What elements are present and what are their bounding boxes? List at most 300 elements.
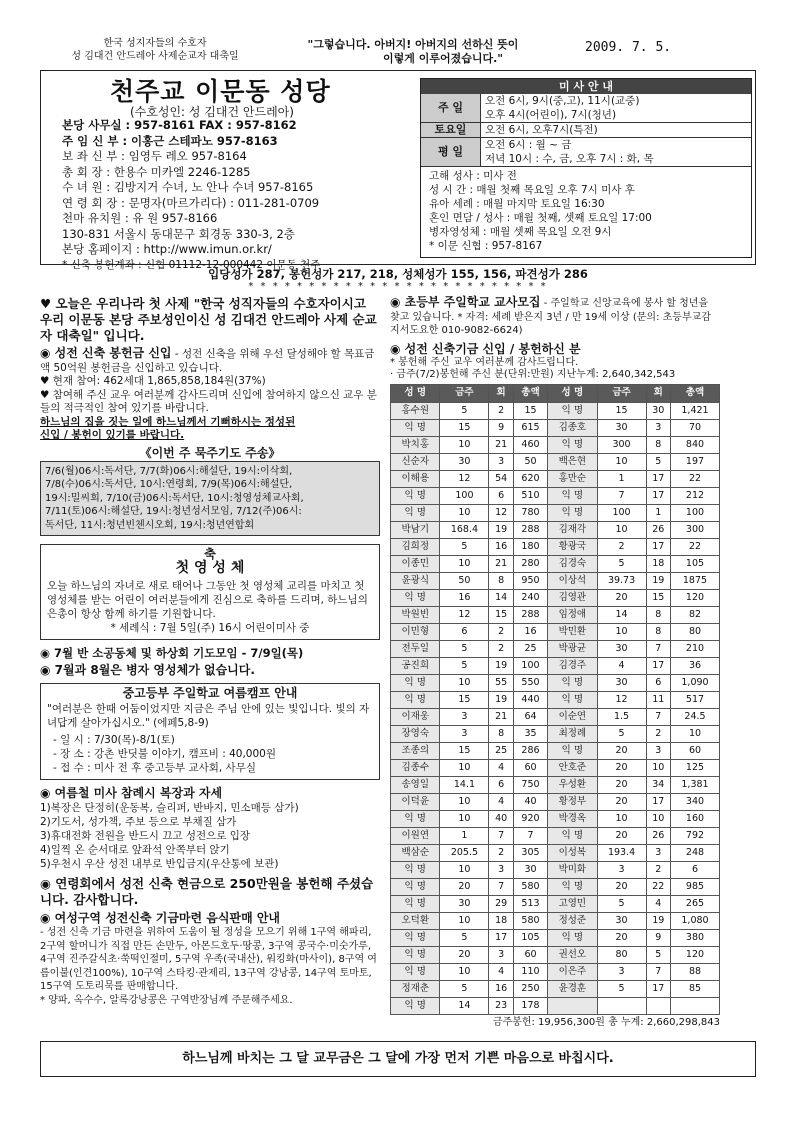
- donor-value: 23: [489, 997, 513, 1014]
- donor-name: 익 명: [391, 487, 440, 504]
- donor-value: 12: [489, 504, 513, 521]
- fund-current: ♥ 현재 참여: 462세대 1,865,858,184원(37%): [40, 375, 266, 387]
- donor-value: 780: [513, 504, 547, 521]
- donor-value: 3: [646, 419, 670, 436]
- donor-value: 10: [670, 725, 719, 742]
- donor-name: 임정애: [548, 606, 597, 623]
- donor-value: 1,421: [670, 402, 719, 419]
- donor-value: 580: [513, 912, 547, 929]
- donor-value: 9: [646, 929, 670, 946]
- donor-value: 14: [440, 997, 489, 1014]
- donor-value: [646, 997, 670, 1014]
- donor-value: 11: [646, 691, 670, 708]
- donor-value: 840: [670, 436, 719, 453]
- donor-name: 송영일: [391, 776, 440, 793]
- donor-value: 265: [670, 895, 719, 912]
- mass-time-line: 오전 6시, 9시(중,고), 11시(교중): [485, 95, 640, 107]
- donor-value: 2: [489, 623, 513, 640]
- donor-value: 168.4: [440, 521, 489, 538]
- donor-name: 김희정: [391, 538, 440, 555]
- donor-name: 이민형: [391, 623, 440, 640]
- donor-value: 70: [670, 419, 719, 436]
- mass-box: [420, 78, 752, 258]
- donor-value: 30: [440, 453, 489, 470]
- mass-times: [481, 123, 751, 137]
- donor-value: 288: [513, 606, 547, 623]
- donor-name: 익 명: [391, 895, 440, 912]
- donor-value: 10: [597, 810, 646, 827]
- donor-value: 6: [489, 776, 513, 793]
- donor-value: 8: [646, 623, 670, 640]
- donor-name: 홍만순: [548, 470, 597, 487]
- donor-name: 이재웅: [391, 708, 440, 725]
- donor-value: 5: [440, 538, 489, 555]
- donor-value: 8: [646, 436, 670, 453]
- donor-value: 305: [513, 844, 547, 861]
- donor-name: 박민환: [548, 623, 597, 640]
- sale-body: - 성전 신축 기금 마련을 위하여 도움이 될 정성을 모으기 위해 1구역 해파리, 2구역 할머니가 직접 만든 손만두, 아몬드호두·땅콩, 3구역 콩국수·미숫가루, 4구역 진주갈식초·쑥떡인절미, 5구역 우족(국내산), 워킹화(마사이), 8구역 여름이불(인견100%), 10구역 스타킹·관제리, 13구역 강낭콩, 14구역 토마토, 15구역 도토리묵를 판매합니다.: [40, 927, 377, 993]
- donor-value: 7: [646, 640, 670, 657]
- donor-name: 이종민: [391, 555, 440, 572]
- dress-item: 2)기도서, 성가책, 주보 등으로 부채질 삼가: [40, 816, 237, 829]
- table-row: [391, 419, 720, 436]
- table-row: [391, 725, 720, 742]
- camp-box: [40, 683, 380, 780]
- donor-value: 20: [597, 589, 646, 606]
- donor-name: 익 명: [548, 402, 597, 419]
- donor-value: 440: [513, 691, 547, 708]
- fund-list-title: ◉ 성전 신축기금 신입 / 봉헌하신 분: [390, 341, 581, 356]
- donor-value: 7: [489, 878, 513, 895]
- donor-value: 288: [513, 521, 547, 538]
- donor-value: 615: [513, 419, 547, 436]
- donor-name: 익 명: [391, 419, 440, 436]
- parish-subtitle: (수호성인: 성 김대건 안드레아): [130, 105, 294, 119]
- table-row: [391, 793, 720, 810]
- congrats-label: 축: [204, 547, 216, 561]
- donor-value: 40: [489, 810, 513, 827]
- donor-column-header: 금주: [440, 384, 489, 402]
- donor-value: 340: [670, 793, 719, 810]
- donor-name: 익 명: [391, 878, 440, 895]
- donor-name: 백삼순: [391, 844, 440, 861]
- donor-value: 160: [670, 810, 719, 827]
- donor-value: 10: [597, 623, 646, 640]
- donor-value: 1: [597, 470, 646, 487]
- donor-value: 18: [489, 912, 513, 929]
- donor-value: 7: [646, 963, 670, 980]
- donor-value: 510: [513, 487, 547, 504]
- donor-value: 10: [440, 555, 489, 572]
- donor-name: 박남기: [391, 521, 440, 538]
- donor-value: 2: [597, 538, 646, 555]
- donor-value: 5: [597, 555, 646, 572]
- info-line: 130-831 서울시 동대문구 회경동 330-3, 2층: [62, 226, 295, 241]
- mass-day: 평 일: [421, 138, 481, 166]
- donor-value: 750: [513, 776, 547, 793]
- donor-value: 2: [646, 725, 670, 742]
- table-row: [391, 929, 720, 946]
- mass-times: [481, 94, 751, 122]
- donor-value: 205.5: [440, 844, 489, 861]
- donor-value: 60: [513, 946, 547, 963]
- table-row: [391, 623, 720, 640]
- donor-value: 5: [646, 946, 670, 963]
- donor-column-header: 총액: [670, 384, 719, 402]
- donor-value: 30: [597, 674, 646, 691]
- fund-emphasis: 신입 / 봉헌이 있기를 바랍니다.: [40, 429, 185, 441]
- donor-value: 12: [597, 691, 646, 708]
- dress-item: 1)복장은 단정히(운동복, 슬리퍼, 반바지, 민소매등 삼가): [40, 802, 299, 815]
- info-line: 본당 홈페이지 : http://www.imun.or.kr/: [62, 242, 272, 256]
- donor-value: 17: [646, 980, 670, 997]
- donor-value: 460: [513, 436, 547, 453]
- table-row: [391, 589, 720, 606]
- donor-name: 황광국: [548, 538, 597, 555]
- donor-value: 5: [646, 453, 670, 470]
- table-row: [391, 504, 720, 521]
- donor-value: 10: [440, 810, 489, 827]
- donor-value: 10: [440, 963, 489, 980]
- congrats-note: * 세례식 : 7월 5일(주) 16시 어린이미사 중: [110, 622, 310, 634]
- donor-value: 10: [440, 793, 489, 810]
- table-row: [391, 946, 720, 963]
- donor-name: 이원연: [391, 827, 440, 844]
- donor-name: 백은현: [548, 453, 597, 470]
- fund-emphasis: 하느님의 집을 짓는 일에 하느님께서 기뻐하시는 정성된: [40, 415, 296, 428]
- donor-value: 1: [646, 504, 670, 521]
- donor-name: 익 명: [391, 691, 440, 708]
- donor-value: 15: [440, 419, 489, 436]
- donor-name: 박광균: [548, 640, 597, 657]
- donor-column-header: 성 명: [548, 384, 597, 402]
- donor-value: 197: [670, 453, 719, 470]
- donor-value: 60: [513, 759, 547, 776]
- donor-name: 김재각: [548, 521, 597, 538]
- donor-value: 5: [597, 895, 646, 912]
- dress-item: 4)일찍 온 순서대로 앞좌석 안쪽부터 앉기: [40, 844, 230, 857]
- donor-value: 120: [670, 946, 719, 963]
- issue-date: 2009. 7. 5.: [585, 40, 672, 55]
- donor-name: 황정부: [548, 793, 597, 810]
- donor-value: 3: [489, 861, 513, 878]
- dress-title: ◉ 여름철 미사 참례시 복장과 자세: [40, 786, 223, 801]
- donor-value: 286: [513, 742, 547, 759]
- donor-name: 정재춘: [391, 980, 440, 997]
- congrats-body: 오늘 하느님의 자녀로 새로 태어나 그동안 첫 영성체 교리를 마치고 첫 영성체를 받는 어린이 여러분들에게 진심으로 축하를 드리며, 하느님의 은총이 항상 함께 하기를 기원합니다.: [47, 580, 368, 620]
- info-line: 수 녀 원 : 김방지거 수녀, 노 안나 수녀 957-8165: [62, 180, 314, 194]
- table-row: [391, 878, 720, 895]
- donor-name: 이성복: [548, 844, 597, 861]
- fund-notice: [40, 347, 380, 443]
- donor-value: 1875: [670, 572, 719, 589]
- info-line: 주 임 신 부 : 이홍근 스테파노 957-8163: [62, 133, 278, 148]
- donor-value: 985: [670, 878, 719, 895]
- fund-note: ♥ 참여해 주신 교우 여러분께 감사드리며 신입에 참여하지 않으신 교우 분들의 적극적인 참여 있기를 바랍니다.: [40, 388, 377, 414]
- table-row: [391, 844, 720, 861]
- donor-value: 5: [440, 980, 489, 997]
- donor-value: 25: [489, 742, 513, 759]
- patron-line: 성 김대건 안드레아 사제순교자 대축일: [71, 50, 239, 62]
- table-row: [391, 538, 720, 555]
- donor-value: 4: [489, 793, 513, 810]
- donor-name: 익 명: [548, 436, 597, 453]
- donor-value: 29: [489, 895, 513, 912]
- donor-value: 20: [597, 827, 646, 844]
- donor-name: 조종의: [391, 742, 440, 759]
- donor-value: 5: [440, 929, 489, 946]
- donor-value: 5: [440, 657, 489, 674]
- donor-value: 100: [513, 657, 547, 674]
- donor-value: 7: [489, 827, 513, 844]
- donor-value: 380: [670, 929, 719, 946]
- rosary-line: 독서단, 11시:청년빈첸시오회, 19시:청년연합회: [45, 519, 255, 531]
- camp-line: - 접 수 : 미사 전 후 중고등부 교사회, 사무실: [53, 762, 256, 775]
- feast-notice: ♥ 오늘은 우리나라 첫 사제 "한국 성직자들의 수호자이시고 우리 이문동 본당 주보성인이신 성 김대건 안드레아 사제 순교자 대축일" 입니다.: [40, 296, 377, 343]
- donor-value: 5: [597, 725, 646, 742]
- donor-name: 익 명: [548, 878, 597, 895]
- table-row: [391, 555, 720, 572]
- donor-value: 2: [489, 402, 513, 419]
- donor-name: 익 명: [548, 487, 597, 504]
- donor-name: 김종수: [391, 759, 440, 776]
- donor-value: 40: [513, 793, 547, 810]
- camp-line: - 장 소 : 강촌 반딧불 이야기, 캠프비 : 40,000원: [53, 748, 276, 761]
- mass-title: 미 사 안 내: [421, 79, 751, 94]
- donor-value: 22: [670, 470, 719, 487]
- donor-value: 120: [670, 589, 719, 606]
- donor-value: 80: [670, 623, 719, 640]
- mass-extra-line: 혼인 면담 / 성사 : 매월 첫째, 셋째 토요일 17:00: [429, 212, 652, 224]
- donor-value: 16: [440, 589, 489, 606]
- info-line: 연 령 회 장 : 문명자(마르가리다) : 011-281-0709: [62, 195, 320, 210]
- donor-value: 21: [489, 555, 513, 572]
- donor-value: 6: [440, 623, 489, 640]
- mass-extra-line: 고해 성사 : 미사 전: [429, 170, 517, 182]
- mass-row: [421, 138, 751, 167]
- table-row: [391, 691, 720, 708]
- donor-value: 10: [440, 861, 489, 878]
- donor-name: [548, 997, 597, 1014]
- donor-value: 950: [513, 572, 547, 589]
- donor-value: 193.4: [597, 844, 646, 861]
- donor-value: 50: [440, 572, 489, 589]
- teacher-recruit: [390, 296, 720, 338]
- donor-value: 85: [670, 980, 719, 997]
- donor-value: 3: [440, 725, 489, 742]
- donor-name: 우성환: [548, 776, 597, 793]
- donor-value: 15: [513, 402, 547, 419]
- donor-name: 이덕윤: [391, 793, 440, 810]
- donor-value: 12: [440, 606, 489, 623]
- donor-name: 신순자: [391, 453, 440, 470]
- mass-row: [421, 123, 751, 138]
- donor-value: 19: [646, 912, 670, 929]
- info-line: 본당 사무실 : 957-8161 FAX : 957-8162: [62, 118, 297, 132]
- teacher-body: - 주일학교 신앙교육에 봉사 할 청년을 찾고 있습니다. * 자격: 세례 받은지 3년 / 만 19세 이상 (문의: 초등부교감 지서도요한 010-9082-6624): [390, 298, 711, 336]
- info-line: 보 좌 신 부 : 임영두 레오 957-8164: [62, 149, 247, 163]
- donor-value: 2: [489, 844, 513, 861]
- donor-column-header: 회: [489, 384, 513, 402]
- donor-value: 7: [513, 827, 547, 844]
- donor-name: 김영관: [548, 589, 597, 606]
- fund-total: 금주봉헌: 19,956,300원 총 누계: 2,660,298,843: [492, 1016, 720, 1028]
- donor-value: 22: [670, 538, 719, 555]
- donor-value: 4: [489, 963, 513, 980]
- quote-line: 이렇게 이루어졌습니다.": [383, 51, 503, 65]
- donor-column-header: 성 명: [391, 384, 440, 402]
- divider-stars: * * * * * * * * * * * * * * * * * * * * * * * * *: [248, 281, 548, 292]
- donor-value: 16: [489, 980, 513, 997]
- donor-value: 212: [670, 487, 719, 504]
- donor-name: 정성준: [548, 912, 597, 929]
- donor-value: 620: [513, 470, 547, 487]
- donor-value: 180: [513, 538, 547, 555]
- table-row: [391, 895, 720, 912]
- donor-name: 김경숙: [548, 555, 597, 572]
- donor-value: 14: [597, 606, 646, 623]
- donor-value: 10: [440, 912, 489, 929]
- donor-name: 김종호: [548, 419, 597, 436]
- donor-name: 윤광식: [391, 572, 440, 589]
- camp-title: 중고등부 주일학교 여름캠프 안내: [122, 686, 298, 701]
- donor-value: 792: [670, 827, 719, 844]
- donor-column-header: 회: [646, 384, 670, 402]
- donor-value: 20: [597, 929, 646, 946]
- donor-name: 익 명: [548, 742, 597, 759]
- donor-value: 517: [670, 691, 719, 708]
- donor-value: 5: [440, 640, 489, 657]
- donor-value: 30: [513, 861, 547, 878]
- dress-item: 5)우천시 우산 성전 내부로 반입금지(우산통에 보관): [40, 858, 279, 871]
- table-row: [391, 674, 720, 691]
- mass-time-line: 오전 6시 : 월 ~ 금: [485, 139, 572, 151]
- parish-info: [62, 118, 417, 273]
- donor-value: 580: [513, 878, 547, 895]
- donor-value: 15: [646, 589, 670, 606]
- donor-value: 17: [646, 538, 670, 555]
- table-row: [391, 861, 720, 878]
- donor-value: 1: [440, 827, 489, 844]
- donor-name: 장영숙: [391, 725, 440, 742]
- fund-notice-title: ◉ 성전 신축 봉헌금 신입: [40, 346, 172, 360]
- table-row: [391, 470, 720, 487]
- donor-value: 17: [646, 487, 670, 504]
- donor-name: 익 명: [391, 504, 440, 521]
- donor-name: 김경주: [548, 657, 597, 674]
- donor-name: 이순연: [548, 708, 597, 725]
- table-row: [391, 810, 720, 827]
- donor-name: 이상석: [548, 572, 597, 589]
- parish-title: 천주교 이문동 성당: [110, 77, 331, 106]
- donor-value: 15: [440, 742, 489, 759]
- donor-value: 920: [513, 810, 547, 827]
- donor-column-header: 총액: [513, 384, 547, 402]
- donor-value: 19: [646, 572, 670, 589]
- donor-value: 17: [646, 657, 670, 674]
- mass-extra: [421, 167, 751, 253]
- donor-value: 20: [597, 742, 646, 759]
- donor-value: 105: [670, 555, 719, 572]
- donor-value: 3: [489, 453, 513, 470]
- table-row: [391, 606, 720, 623]
- rosary-line: 7/11(토)06시:해설단, 19시:청년성서모임, 7/12(주)06시:: [45, 506, 302, 517]
- table-row: [391, 776, 720, 793]
- donor-value: 30: [440, 895, 489, 912]
- mass-times: [481, 138, 751, 166]
- donor-value: 88: [670, 963, 719, 980]
- donor-name: 익 명: [391, 963, 440, 980]
- donor-value: 20: [597, 759, 646, 776]
- mass-extra-line: 병자영성체 : 매월 셋째 목요일 오전 9시: [429, 226, 612, 238]
- donor-name: 오덕환: [391, 912, 440, 929]
- donor-value: 30: [597, 912, 646, 929]
- donor-value: 9: [489, 419, 513, 436]
- donor-value: 15: [597, 402, 646, 419]
- table-row: [391, 436, 720, 453]
- mass-day: 토요일: [421, 123, 481, 137]
- mass-row: [421, 94, 751, 123]
- donor-value: 100: [597, 504, 646, 521]
- info-line: * 신축 봉헌계좌 : 신협 01112-12-000442 이문동 천주: [62, 258, 321, 271]
- donor-value: 35: [513, 725, 547, 742]
- donation-thanks: ◉ 연령회에서 성전 신축 현금으로 250만원을 봉헌해 주셨습니다. 감사합니다.: [40, 876, 374, 908]
- donor-value: 20: [597, 776, 646, 793]
- donor-value: 6: [489, 487, 513, 504]
- donor-value: 20: [597, 878, 646, 895]
- mass-extra-line: 유아 세례 : 매월 마지막 토요일 16:30: [429, 198, 605, 210]
- donor-value: 8: [646, 606, 670, 623]
- donor-value: 240: [513, 589, 547, 606]
- donor-value: 22: [646, 878, 670, 895]
- donor-value: 20: [597, 793, 646, 810]
- donor-value: 3: [440, 708, 489, 725]
- donor-name: 익 명: [548, 674, 597, 691]
- camp-details: [47, 733, 373, 775]
- donor-value: 14.1: [440, 776, 489, 793]
- donor-value: 54: [489, 470, 513, 487]
- table-row: [391, 963, 720, 980]
- donor-value: 19: [489, 521, 513, 538]
- table-row: [391, 521, 720, 538]
- donor-value: 12: [440, 470, 489, 487]
- mass-time-line: 오후 4시(어린이), 7시(청년): [485, 109, 617, 121]
- table-row: [391, 640, 720, 657]
- donor-value: 20: [440, 878, 489, 895]
- donor-value: 210: [670, 640, 719, 657]
- donor-value: 10: [440, 674, 489, 691]
- congrats-title: 첫 영 성 체: [175, 560, 245, 576]
- donor-value: 19: [489, 691, 513, 708]
- table-row: [391, 997, 720, 1014]
- donor-value: 10: [597, 521, 646, 538]
- rosary-line: 19시:밀씨회, 7/10(금)06시:독서단, 10시:청영성체교사회,: [45, 492, 304, 504]
- fund-notice-body: - 성전 신축을 위해 우선 달성해야 할 목표금액 50억원 봉헌금을 신입하고 있습니다.: [40, 348, 375, 374]
- donor-value: 64: [513, 708, 547, 725]
- donor-value: 24.5: [670, 708, 719, 725]
- donor-value: 110: [513, 963, 547, 980]
- donor-value: 36: [670, 657, 719, 674]
- donor-name: 익 명: [391, 861, 440, 878]
- donor-value: 15: [440, 691, 489, 708]
- mass-extra-line: * 이문 신협 : 957-8167: [429, 240, 543, 252]
- mass-day: 주 일: [421, 94, 481, 122]
- rosary-line: 7/8(수)06시:독서단, 10시:연령회, 7/9(목)06시:해설단,: [45, 479, 293, 490]
- donor-name: 박원빈: [391, 606, 440, 623]
- table-row: [391, 742, 720, 759]
- table-row: [391, 402, 720, 419]
- donor-value: [597, 997, 646, 1014]
